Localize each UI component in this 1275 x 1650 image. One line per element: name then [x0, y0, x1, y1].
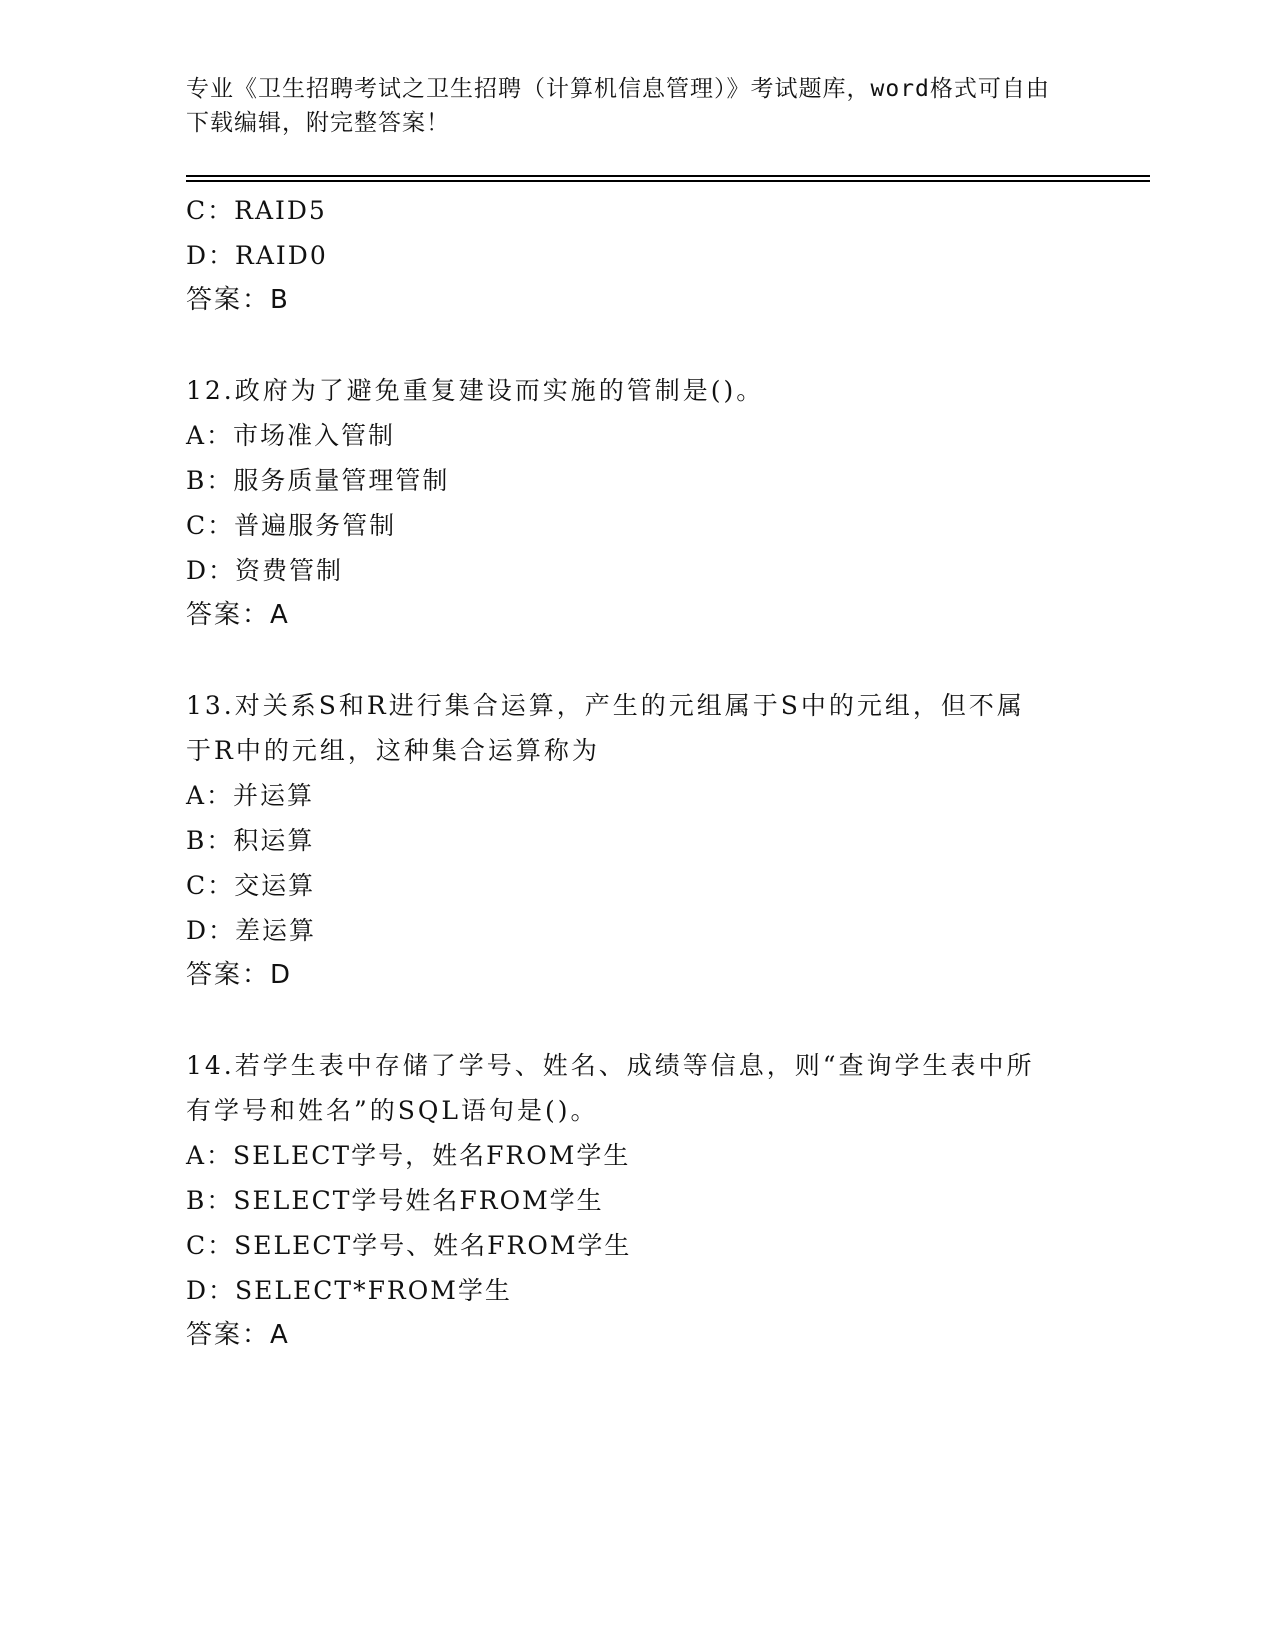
- answer: 答案：A: [186, 600, 290, 630]
- question-13: [186, 683, 1086, 998]
- question-11-tail: [186, 188, 1086, 323]
- option-a: A：市场准入管制: [186, 421, 396, 450]
- option-d: D：SELECT*FROM学生: [186, 1276, 512, 1305]
- question-stem-line-1: 14.若学生表中存储了学号、姓名、成绩等信息，则“查询学生表中所: [186, 1051, 1035, 1080]
- option-d: D：资费管制: [186, 556, 344, 585]
- header-divider-bottom: [186, 180, 1150, 182]
- question-12: [186, 368, 1086, 638]
- answer: 答案：B: [186, 285, 290, 315]
- option-b: B：积运算: [186, 826, 315, 855]
- option-c: C：交运算: [186, 871, 316, 900]
- question-stem: 12.政府为了避免重复建设而实施的管制是()。: [186, 376, 765, 405]
- option-c: C：SELECT学号、姓名FROM学生: [186, 1231, 632, 1260]
- option-b: B：服务质量管理管制: [186, 466, 450, 495]
- question-stem-line-2: 有学号和姓名”的SQL语句是()。: [186, 1096, 599, 1125]
- header-divider-top: [186, 175, 1150, 177]
- option-b: B：SELECT学号姓名FROM学生: [186, 1186, 604, 1215]
- answer: 答案：D: [186, 960, 293, 990]
- document-header: 专业《卫生招聘考试之卫生招聘（计算机信息管理）》考试题库，word格式可自由下载编辑，附完整答案！: [186, 76, 1050, 136]
- option-d: D：差运算: [186, 916, 317, 945]
- answer: 答案：A: [186, 1320, 290, 1350]
- option-c: C：普遍服务管制: [186, 511, 397, 540]
- option-d: D：RAID0: [186, 241, 328, 270]
- spacer: [186, 998, 1086, 1043]
- option-a: A：SELECT学号，姓名FROM学生: [186, 1141, 631, 1170]
- question-stem-line-2: 于R中的元组，这种集合运算称为: [186, 736, 600, 765]
- question-stem-line-1: 13.对关系S和R进行集合运算，产生的元组属于S中的元组，但不属: [186, 691, 1025, 720]
- question-list: [186, 188, 1086, 1358]
- spacer: [186, 638, 1086, 683]
- spacer: [186, 323, 1086, 368]
- option-c: C：RAID5: [186, 196, 327, 225]
- option-a: A：并运算: [186, 781, 315, 810]
- question-14: [186, 1043, 1086, 1358]
